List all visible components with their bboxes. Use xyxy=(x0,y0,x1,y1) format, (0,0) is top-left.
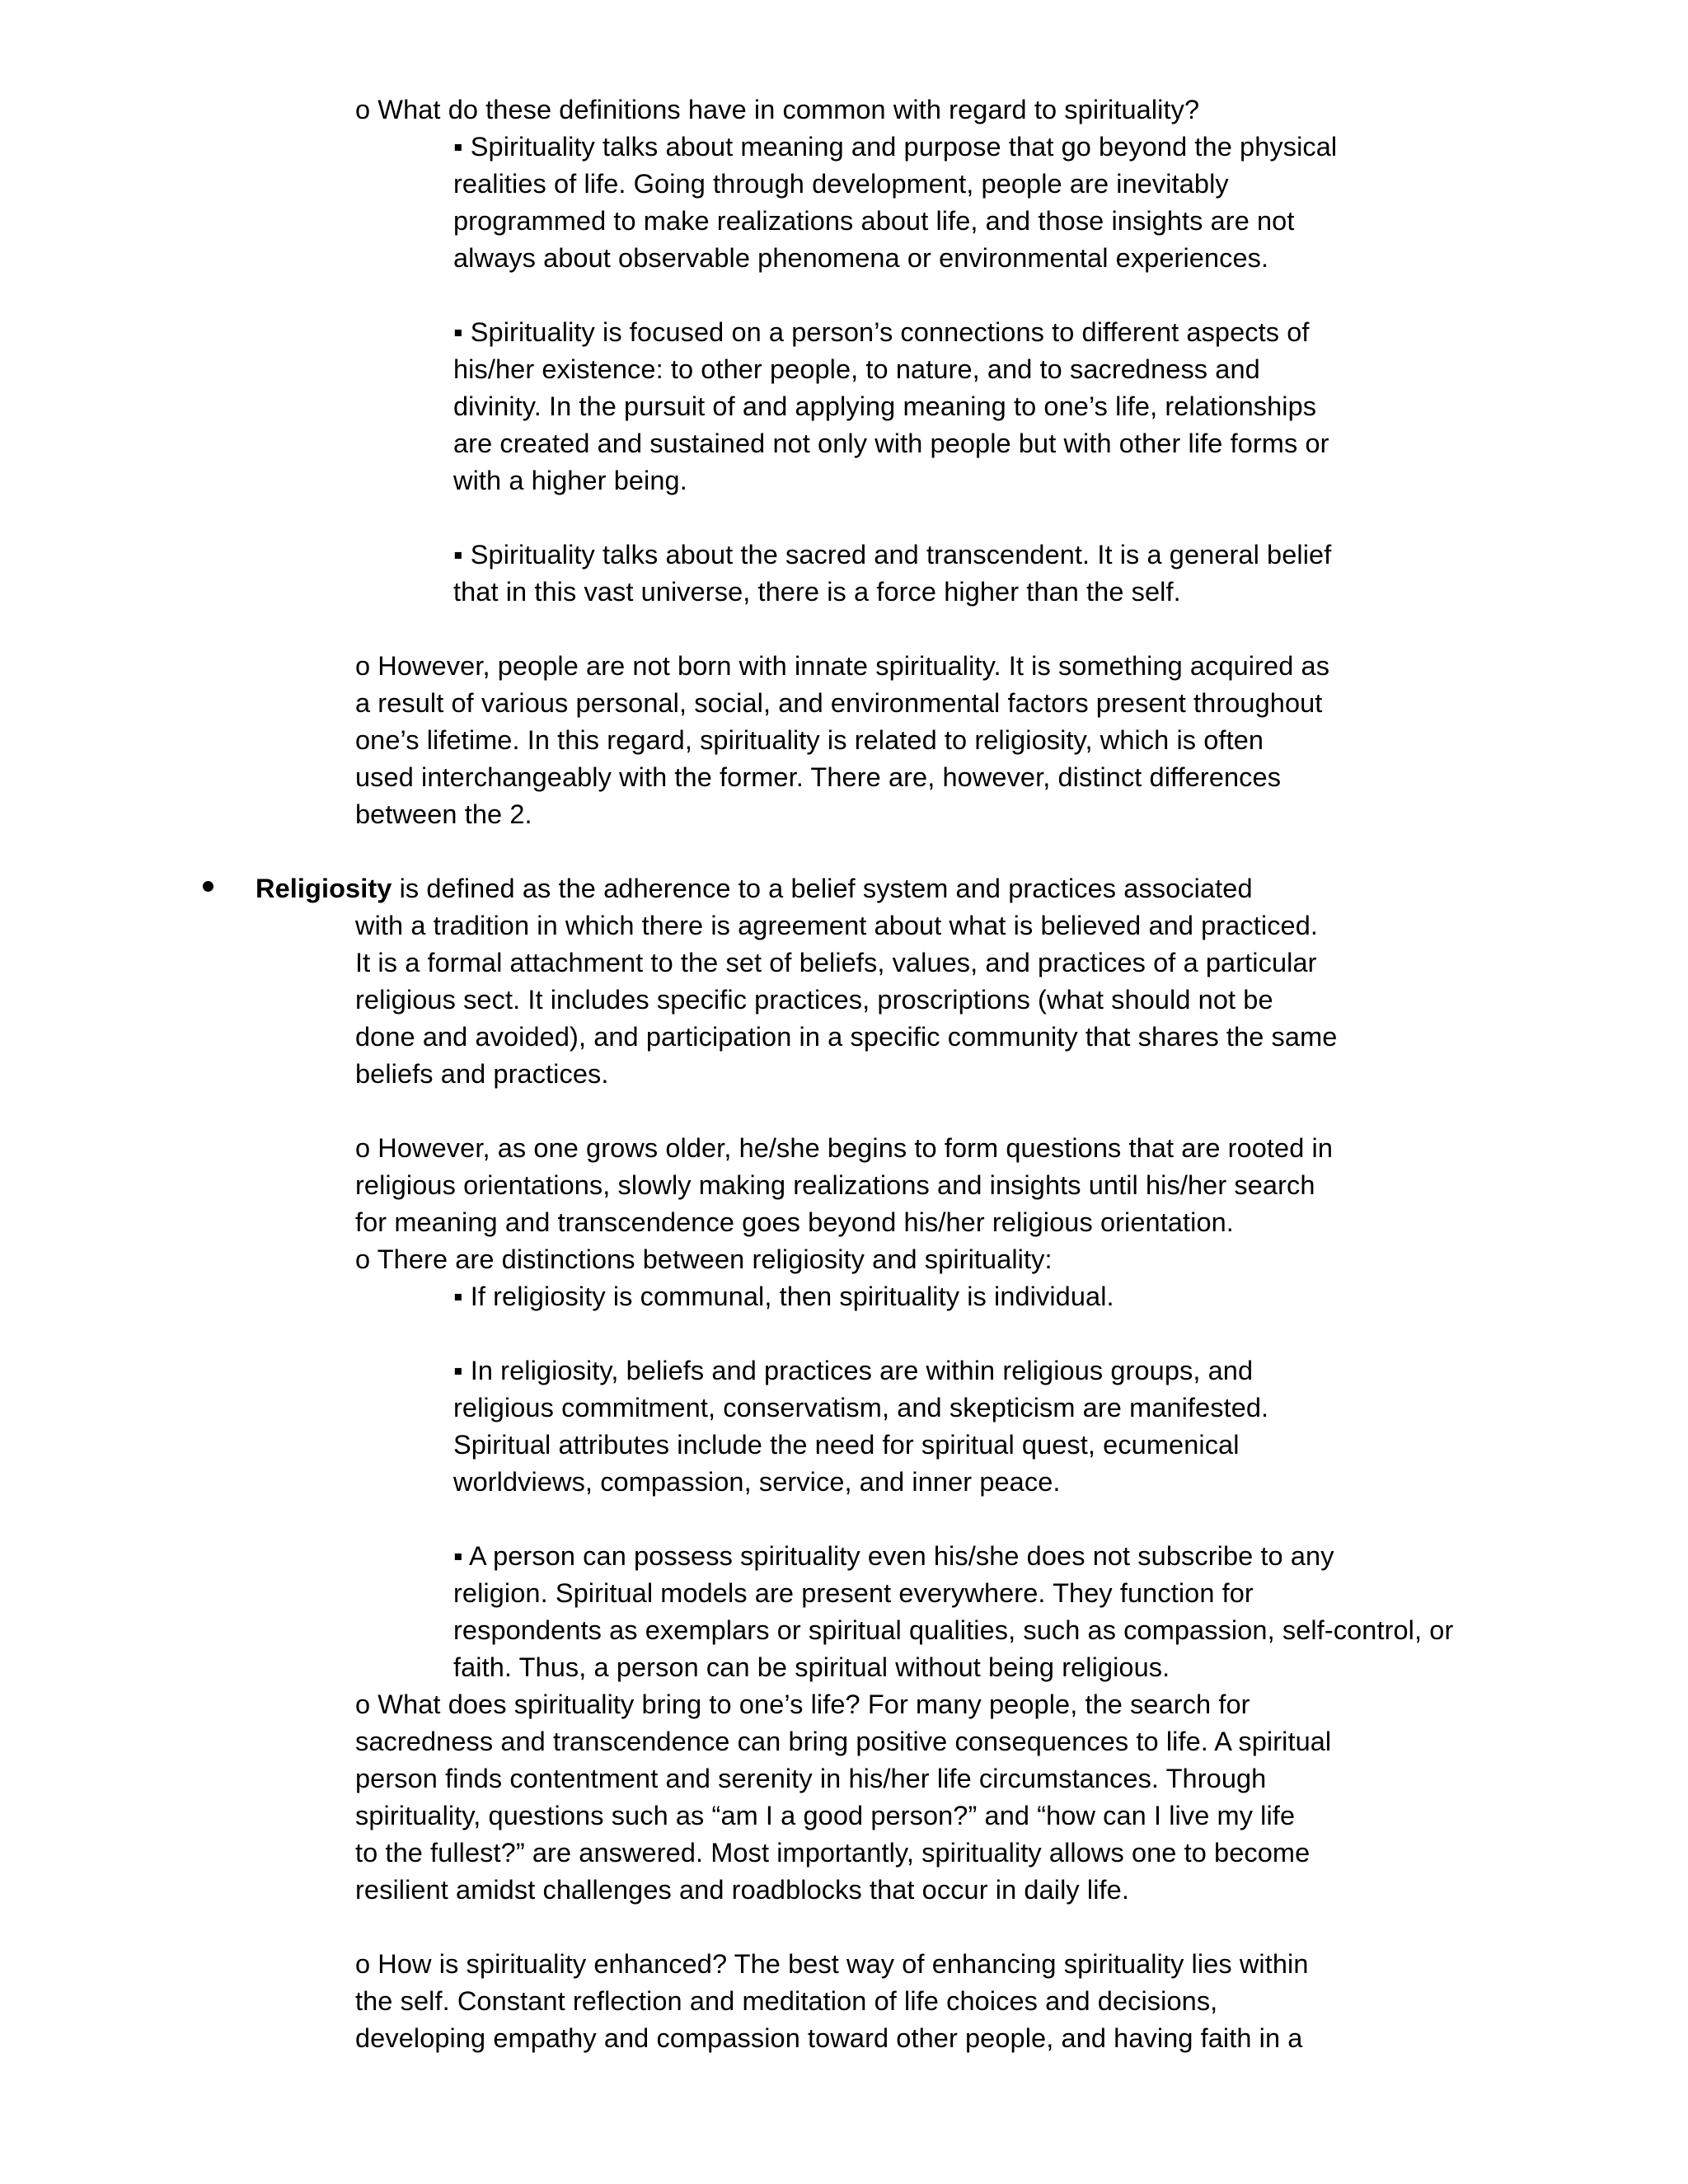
point-2-line: are created and sustained not only with people but with other life forms or xyxy=(453,429,1329,458)
distinctions-line: o There are distinctions between religiosity and spirituality: xyxy=(355,1244,1053,1274)
however-line: a result of various personal, social, and environmental factors present throughout xyxy=(355,688,1323,718)
religiosity-line: with a tradition in which there is agreement about what is believed and practiced. xyxy=(355,911,1319,940)
point-1-line: ▪ Spirituality talks about meaning and purpose that go beyond the physical xyxy=(453,132,1338,162)
brings-line: person finds contentment and serenity in his/her life circumstances. Through xyxy=(355,1764,1267,1793)
question-line: o What do these definitions have in common with regard to spirituality? xyxy=(355,95,1200,124)
point-2-line: his/her existence: to other people, to nature, and to sacredness and xyxy=(453,354,1260,384)
brings-line: spirituality, questions such as “am I a good person?” and “how can I live my life xyxy=(355,1801,1296,1830)
however-line: between the 2. xyxy=(355,799,532,829)
religiosity-first-line xyxy=(256,870,1253,907)
religiosity-first-line-rest: is defined as the adherence to a belief system and practices associated xyxy=(392,874,1253,903)
however-line: used interchangeably with the former. There are, however, distinct differences xyxy=(355,762,1282,792)
distinction-point-1: ▪ If religiosity is communal, then spirituality is individual. xyxy=(453,1282,1114,1311)
older-line: for meaning and transcendence goes beyond his/her religious orientation. xyxy=(355,1207,1234,1237)
enhanced-line: the self. Constant reflection and meditation of life choices and decisions, xyxy=(355,1986,1218,2016)
religiosity-term: Religiosity xyxy=(256,874,392,903)
distinction-point-3-line: ▪ A person can possess spirituality even his/she does not subscribe to any xyxy=(453,1541,1334,1571)
however-line: o However, people are not born with innate spirituality. It is something acquired as xyxy=(355,651,1330,681)
distinction-point-2-line: Spiritual attributes include the need for spiritual quest, ecumenical xyxy=(453,1430,1240,1460)
distinction-point-2-line: worldviews, compassion, service, and inner peace. xyxy=(453,1467,1061,1497)
older-line: o However, as one grows older, he/she begins to form questions that are rooted in xyxy=(355,1133,1334,1163)
bullet-icon xyxy=(203,881,213,892)
religiosity-line: religious sect. It includes specific practices, proscriptions (what should not be xyxy=(355,985,1273,1015)
distinction-point-2-line: ▪ In religiosity, beliefs and practices are within religious groups, and xyxy=(453,1356,1254,1385)
distinction-point-3-line: respondents as exemplars or spiritual qualities, such as compassion, self-control, or xyxy=(453,1615,1454,1645)
point-3-line: that in this vast universe, there is a force higher than the self. xyxy=(453,577,1181,607)
religiosity-line: beliefs and practices. xyxy=(355,1059,609,1089)
point-1-line: programmed to make realizations about life, and those insights are not xyxy=(453,206,1295,236)
distinction-point-3-line: religion. Spiritual models are present everywhere. They function for xyxy=(453,1578,1254,1608)
older-line: religious orientations, slowly making realizations and insights until his/her search xyxy=(355,1170,1315,1200)
brings-line: sacredness and transcendence can bring positive consequences to life. A spiritual xyxy=(355,1727,1332,1756)
point-1-line: always about observable phenomena or environmental experiences. xyxy=(453,243,1269,273)
enhanced-line: developing empathy and compassion toward other people, and having faith in a xyxy=(355,2023,1303,2053)
brings-line: o What does spirituality bring to one’s life? For many people, the search for xyxy=(355,1690,1250,1719)
point-1-line: realities of life. Going through development, people are inevitably xyxy=(453,169,1229,199)
point-2-line: with a higher being. xyxy=(453,466,687,495)
point-2-line: ▪ Spirituality is focused on a person’s connections to different aspects of xyxy=(453,317,1310,347)
brings-line: to the fullest?” are answered. Most importantly, spirituality allows one to become xyxy=(355,1838,1311,1868)
brings-line: resilient amidst challenges and roadblocks that occur in daily life. xyxy=(355,1875,1129,1905)
distinction-point-3-line: faith. Thus, a person can be spiritual without being religious. xyxy=(453,1652,1170,1682)
religiosity-line: done and avoided), and participation in a specific community that shares the same xyxy=(355,1022,1338,1052)
enhanced-line: o How is spirituality enhanced? The best way of enhancing spirituality lies within xyxy=(355,1949,1309,1979)
distinction-point-2-line: religious commitment, conservatism, and skepticism are manifested. xyxy=(453,1393,1269,1422)
however-line: one’s lifetime. In this regard, spirituality is related to religiosity, which is often xyxy=(355,725,1264,755)
religiosity-line: It is a formal attachment to the set of beliefs, values, and practices of a particular xyxy=(355,948,1317,977)
point-3-line: ▪ Spirituality talks about the sacred and transcendent. It is a general belief xyxy=(453,540,1332,569)
point-2-line: divinity. In the pursuit of and applying meaning to one’s life, relationships xyxy=(453,391,1317,421)
